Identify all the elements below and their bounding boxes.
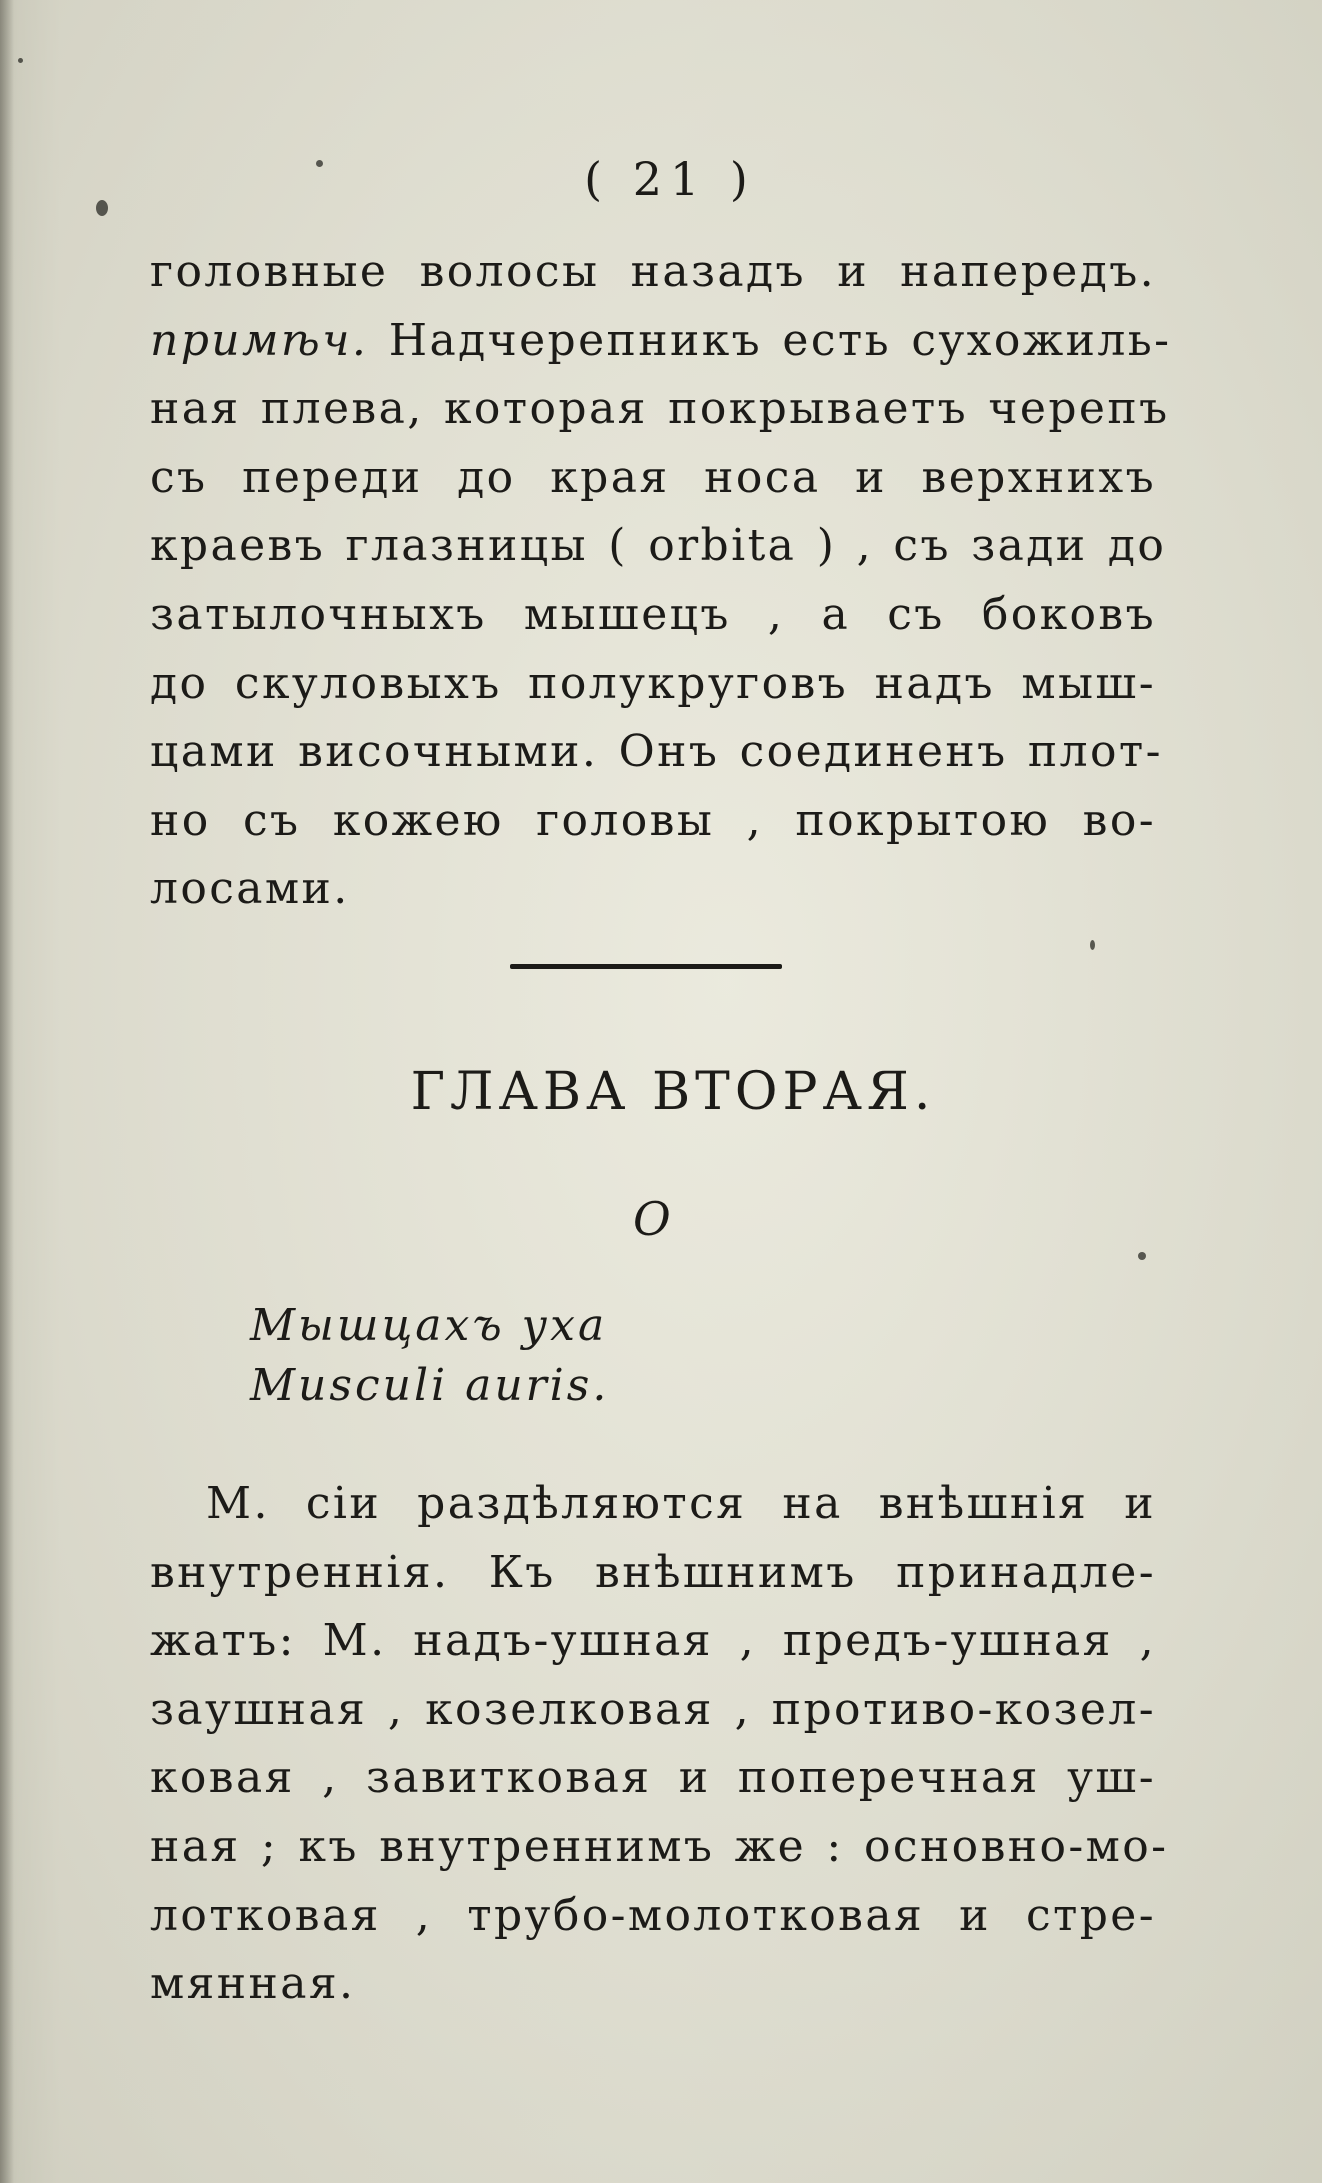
chapter-preposition: О	[633, 1192, 671, 1246]
text-line: примѣч. Надчерепникъ есть сухожиль-	[150, 314, 1172, 366]
text-line: лосами.	[150, 863, 350, 915]
text-line: ковая , завитковая и поперечная уш-	[150, 1752, 1156, 1804]
paragraph-2	[150, 1470, 1169, 2019]
note-label: примѣч.	[150, 314, 369, 366]
text-line: лотковая , трубо-молотковая и стре-	[150, 1889, 1156, 1941]
text-line: М. сіи раздѣляются на внѣшнія и	[206, 1478, 1156, 1529]
section-divider	[510, 964, 782, 969]
text-line: мянная.	[150, 1958, 356, 2010]
text-line: затылочныхъ мышецъ , а съ боковъ	[150, 588, 1156, 640]
text-line: внутреннія. Къ внѣшнимъ принадле-	[150, 1546, 1156, 1598]
page-number: ( 21 )	[584, 152, 756, 206]
chapter-title: ГЛАВА ВТОРАЯ.	[410, 1062, 936, 1122]
text-line: головные волосы назадъ и напередъ.	[150, 246, 1156, 297]
chapter-subtitle-latin: Musculi auris.	[250, 1360, 610, 1411]
text-line: до скуловыхъ полукруговъ надъ мыш-	[150, 657, 1156, 709]
text-line: но съ кожею головы , покрытою во-	[150, 794, 1156, 846]
text-line: заушная , козелковая , противо-козел-	[150, 1683, 1156, 1735]
text-line: цами височными. Онъ соединенъ плот-	[150, 726, 1163, 778]
paragraph-1	[150, 238, 1172, 924]
ink-speck	[1138, 1252, 1146, 1260]
text-line: ная плева, которая покрываетъ черепъ	[150, 383, 1170, 435]
text-line: ная ; къ внутреннимъ же : основно-мо-	[150, 1820, 1169, 1872]
ink-speck	[1090, 940, 1095, 950]
text-line: съ переди до края носа и верхнихъ	[150, 451, 1156, 503]
text-line: жатъ: М. надъ-ушная , предъ-ушная ,	[150, 1615, 1156, 1667]
chapter-subtitle-russian: Мышцахъ уха	[250, 1300, 608, 1351]
text-line: краевъ глазницы ( orbita ) , съ зади до	[150, 520, 1167, 572]
ink-speck	[18, 58, 23, 63]
